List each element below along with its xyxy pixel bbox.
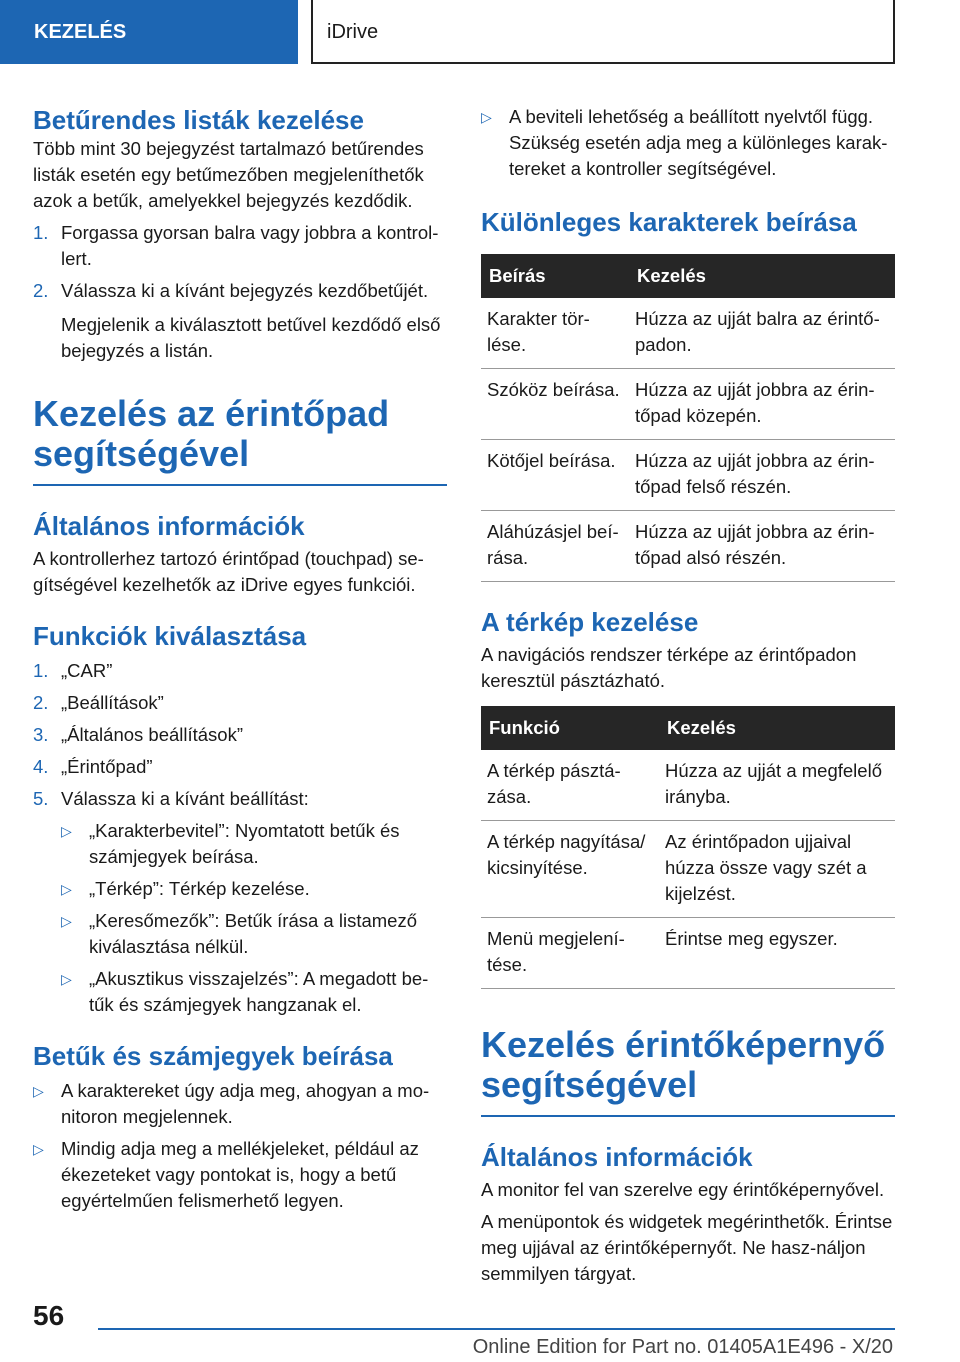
table-cell: A térkép pásztá-zása. xyxy=(481,750,659,821)
para-menu-items: A menüpontok és widgetek megérinthetők. Érintse meg ujjával az érintőképernyőt. Ne hasz-náljon semmilyen tárgyat. xyxy=(481,1211,893,1284)
list-item xyxy=(33,1078,447,1130)
right-column xyxy=(481,92,895,1287)
table-cell: Húzza az ujját jobbra az érin-tőpad alsó részén. xyxy=(629,511,895,582)
table-cell: Húzza az ujját jobbra az érin-tőpad felső részén. xyxy=(629,440,895,511)
step-number: 2. xyxy=(33,692,49,713)
map-operation-table xyxy=(481,706,895,989)
step-text: „Beállítások” xyxy=(61,692,164,713)
step-number: 1. xyxy=(33,660,49,681)
step-text: Forgassa gyorsan balra vagy jobbra a kontrol-lert. xyxy=(61,222,439,269)
heading-alphabetic-lists: Betűrendes listák kezelése xyxy=(33,105,364,135)
topic-header: iDrive xyxy=(311,0,895,64)
triangle-bullet-icon: ▷ xyxy=(61,881,72,897)
step-text: „Érintőpad” xyxy=(61,756,153,777)
heading-special-characters: Különleges karakterek beírása xyxy=(481,207,857,237)
triangle-bullet-icon: ▷ xyxy=(61,823,72,839)
triangle-bullet-icon: ▷ xyxy=(61,971,72,987)
triangle-bullet-icon: ▷ xyxy=(61,913,72,929)
step-number: 2. xyxy=(33,280,49,301)
step-text: Válassza ki a kívánt beállítást: xyxy=(61,788,309,809)
heading-map-operation: A térkép kezelése xyxy=(481,607,699,637)
heading-enter-letters: Betűk és számjegyek beírása xyxy=(33,1041,393,1071)
table-row xyxy=(481,298,895,369)
settings-bullets xyxy=(33,818,447,1018)
table-cell: Menü megjelení-tése. xyxy=(481,918,659,989)
triangle-bullet-icon: ▷ xyxy=(481,109,492,125)
list-item xyxy=(481,104,895,182)
steps-select-functions xyxy=(33,658,447,812)
step-number: 3. xyxy=(33,724,49,745)
footer-divider xyxy=(98,1328,895,1330)
table-header-cell: Beírás xyxy=(481,254,629,298)
bullet-text: Mindig adja meg a mellékjeleket, például az ékezeteket vagy pontokat is, hogy a betű egyértelműen felismerhető legyen. xyxy=(61,1138,419,1211)
list-item xyxy=(33,278,447,304)
list-item xyxy=(33,1136,447,1214)
para-general-info: A kontrollerhez tartozó érintőpad (touchpad) se-gítségével kezelhetők az iDrive egyes funkciói. xyxy=(33,548,424,595)
table-row xyxy=(481,511,895,582)
para-map-operation: A navigációs rendszer térképe az érintőpadon keresztül pásztázható. xyxy=(481,644,857,691)
bullet-text: „Akusztikus visszajelzés”: A megadott be-tűk és számjegyek hangzanak el. xyxy=(89,968,429,1015)
table-cell: Kötőjel beírása. xyxy=(481,440,629,511)
table-header-cell: Kezelés xyxy=(629,254,895,298)
touchscreen-title-line1: Kezelés érintőképernyő xyxy=(481,1024,886,1065)
list-item xyxy=(33,220,447,272)
table-cell: Húzza az ujját balra az érintő-padon. xyxy=(629,298,895,369)
table-cell: Szóköz beírása. xyxy=(481,369,629,440)
bullet-text: „Karakterbevitel”: Nyomtatott betűk és számjegyek beírása. xyxy=(89,820,400,867)
para-alphabetic-lists: Több mint 30 bejegyzést tartalmazó betűrendes listák esetén egy betűmezőben megjeleníthetők azok a betűk, amelyekkel bejegyzés kezdődik. xyxy=(33,138,424,211)
edition-footer: Online Edition for Part no. 01405A1E496 - X/20 xyxy=(472,1336,893,1358)
section-tab: KEZELÉS xyxy=(0,0,298,64)
table-header-cell: Funkció xyxy=(481,706,659,750)
step-text: „CAR” xyxy=(61,660,113,681)
table-row xyxy=(481,369,895,440)
table-cell: Húzza az ujját a megfelelő irányba. xyxy=(659,750,895,821)
touchpad-title-line2: segítségével xyxy=(33,433,250,474)
list-item xyxy=(33,722,447,748)
step-number: 1. xyxy=(33,222,49,243)
table-cell: Az érintőpadon ujjaival húzza össze vagy szét a kijelzést. xyxy=(659,821,895,918)
special-characters-table xyxy=(481,254,895,582)
letters-bullets xyxy=(33,1078,447,1214)
steps-alphabetic xyxy=(33,220,447,304)
triangle-bullet-icon: ▷ xyxy=(33,1141,44,1157)
touchscreen-title-line2: segítségével xyxy=(481,1064,698,1105)
bullet-text: A beviteli lehetőség a beállított nyelvtől függ. Szükség esetén adja meg a különleges karak-tereket a kontroller segítségével. xyxy=(509,106,888,179)
step-text: Válassza ki a kívánt bejegyzés kezdőbetűjét. xyxy=(61,280,429,301)
table-cell: Húzza az ujját jobbra az érin-tőpad közepén. xyxy=(629,369,895,440)
step-number: 5. xyxy=(33,788,49,809)
table-row xyxy=(481,750,895,821)
table-cell: Érintse meg egyszer. xyxy=(659,918,895,989)
step-result-note: Megjelenik a kiválasztott betűvel kezdődő első bejegyzés a listán. xyxy=(61,314,441,361)
para-monitor: A monitor fel van szerelve egy érintőképernyővel. xyxy=(481,1179,885,1200)
table-row xyxy=(481,440,895,511)
heading-general-info: Általános információk xyxy=(33,511,305,541)
list-item xyxy=(61,876,447,902)
list-item xyxy=(33,690,447,716)
bullet-text: A karaktereket úgy adja meg, ahogyan a mo-nitoron megjelennek. xyxy=(61,1080,430,1127)
page-number: 56 xyxy=(33,1300,65,1331)
table-cell: A térkép nagyítása/ kicsinyítése. xyxy=(481,821,659,918)
table-row xyxy=(481,821,895,918)
heading-select-functions: Funkciók kiválasztása xyxy=(33,621,307,651)
bullet-text: „Térkép”: Térkép kezelése. xyxy=(89,878,310,899)
heading-general-info-2: Általános információk xyxy=(481,1142,753,1172)
chapter-heading-touchpad xyxy=(33,394,447,486)
table-cell: Karakter tör-lése. xyxy=(481,298,629,369)
triangle-bullet-icon: ▷ xyxy=(33,1083,44,1099)
bullet-text: „Keresőmezők”: Betűk írása a listamező kiválasztása nélkül. xyxy=(89,910,417,957)
step-number: 4. xyxy=(33,756,49,777)
list-item xyxy=(61,818,447,870)
list-item xyxy=(33,786,447,812)
touchpad-title-line1: Kezelés az érintőpad xyxy=(33,393,390,434)
chapter-heading-touchscreen xyxy=(481,1025,895,1117)
table-row xyxy=(481,918,895,989)
list-item xyxy=(61,966,447,1018)
left-column xyxy=(33,92,447,1214)
table-cell: Aláhúzásjel beí-rása. xyxy=(481,511,629,582)
step-text: „Általános beállítások” xyxy=(61,724,244,745)
list-item xyxy=(33,754,447,780)
table-header-cell: Kezelés xyxy=(659,706,895,750)
list-item xyxy=(33,658,447,684)
list-item xyxy=(61,908,447,960)
